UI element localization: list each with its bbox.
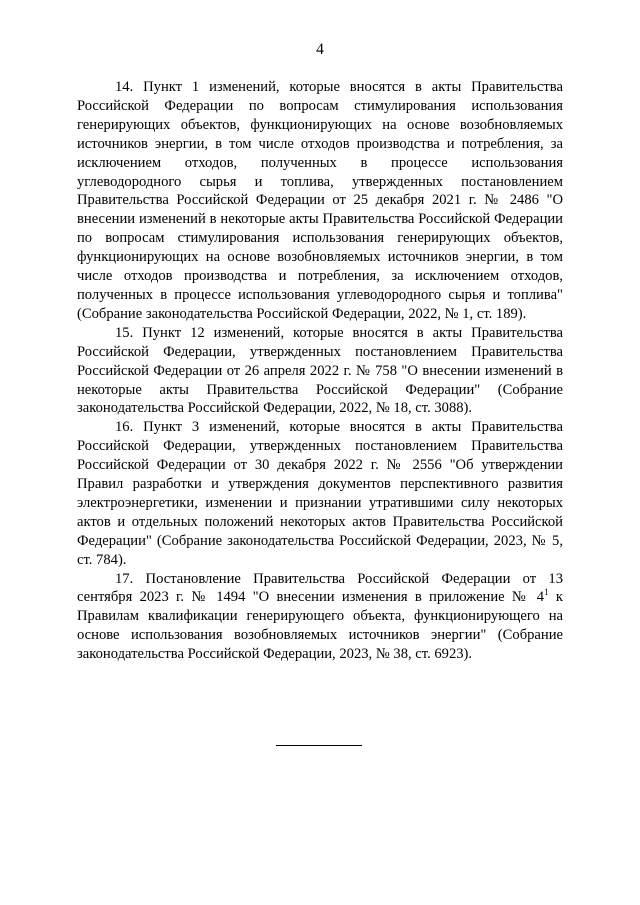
list-item — [77, 418, 563, 569]
item-text-tail: к Правилам квалификации генерирующего объекта, функционирующего на основе использования возобновляемых источников энергии" (Собрание законодательства Российской Федерации, 2023, № 38, ст. 6923). — [77, 589, 563, 663]
item-text: Пункт 3 изменений, которые вносятся в акты Правительства Российской Федерации, утвержденных постановлением Правительства Российской Федерации от 30 декабря 2022 г. № 2556 "Об утверждении Правил разработки и утверждения документов перспективного развития электроэнергетики, изменении и признании утратившими силу некоторых актов и отдельных положений некоторых актов Правительства Российской Федерации" (Собрание законодательства Российской Федерации, 2023, № 5, ст. 784). — [77, 419, 563, 568]
item-number: 17. — [115, 570, 134, 587]
superscript-index: 1 — [544, 587, 549, 598]
list-item — [77, 570, 563, 665]
item-number: 16. — [115, 419, 134, 436]
closing-rule — [276, 745, 362, 746]
list-item — [77, 78, 563, 324]
item-text: Пункт 1 изменений, которые вносятся в акты Правительства Российской Федерации по вопросам стимулирования использования генерирующих объектов, функционирующих на основе возобновляемых источников энергии, в том числе отходов производства и потребления, за исключением отходов, полученных в процессе использования углеводородного сырья и топлива, утвержденных постановлением Правительства Российской Федерации от 25 декабря 2021 г. № 2486 "О внесении изменений в некоторые акты Правительства Российской Федерации по вопросам стимулирования использования генерирующих объектов, функционирующих на основе возобновляемых источников энергии, в том числе отходов производства и потребления, за исключением отходов, полученных в процессе использования углеводородного сырья и топлива" (Собрание законодательства Российской Федерации, 2022, № 1, ст. 189). — [77, 79, 563, 322]
item-number: 14. — [115, 79, 134, 95]
document-body — [77, 78, 563, 664]
item-number: 15. — [115, 324, 134, 341]
page-number: 4 — [316, 41, 324, 58]
item-text: Пункт 12 изменений, которые вносятся в акты Правительства Российской Федерации, утвержденных постановлением Правительства Российской Федерации от 26 апреля 2022 г. № 758 "О внесении изменений в некоторые акты Правительства Российской Федерации" (Собрание законодательства Российской Федерации, 2022, № 18, ст. 3088). — [77, 324, 563, 417]
list-item — [77, 324, 563, 419]
item-text: Постановление Правительства Российской Федерации от 13 сентября 2023 г. № 1494 "О внесении изменения в приложение № 4 — [77, 570, 564, 606]
